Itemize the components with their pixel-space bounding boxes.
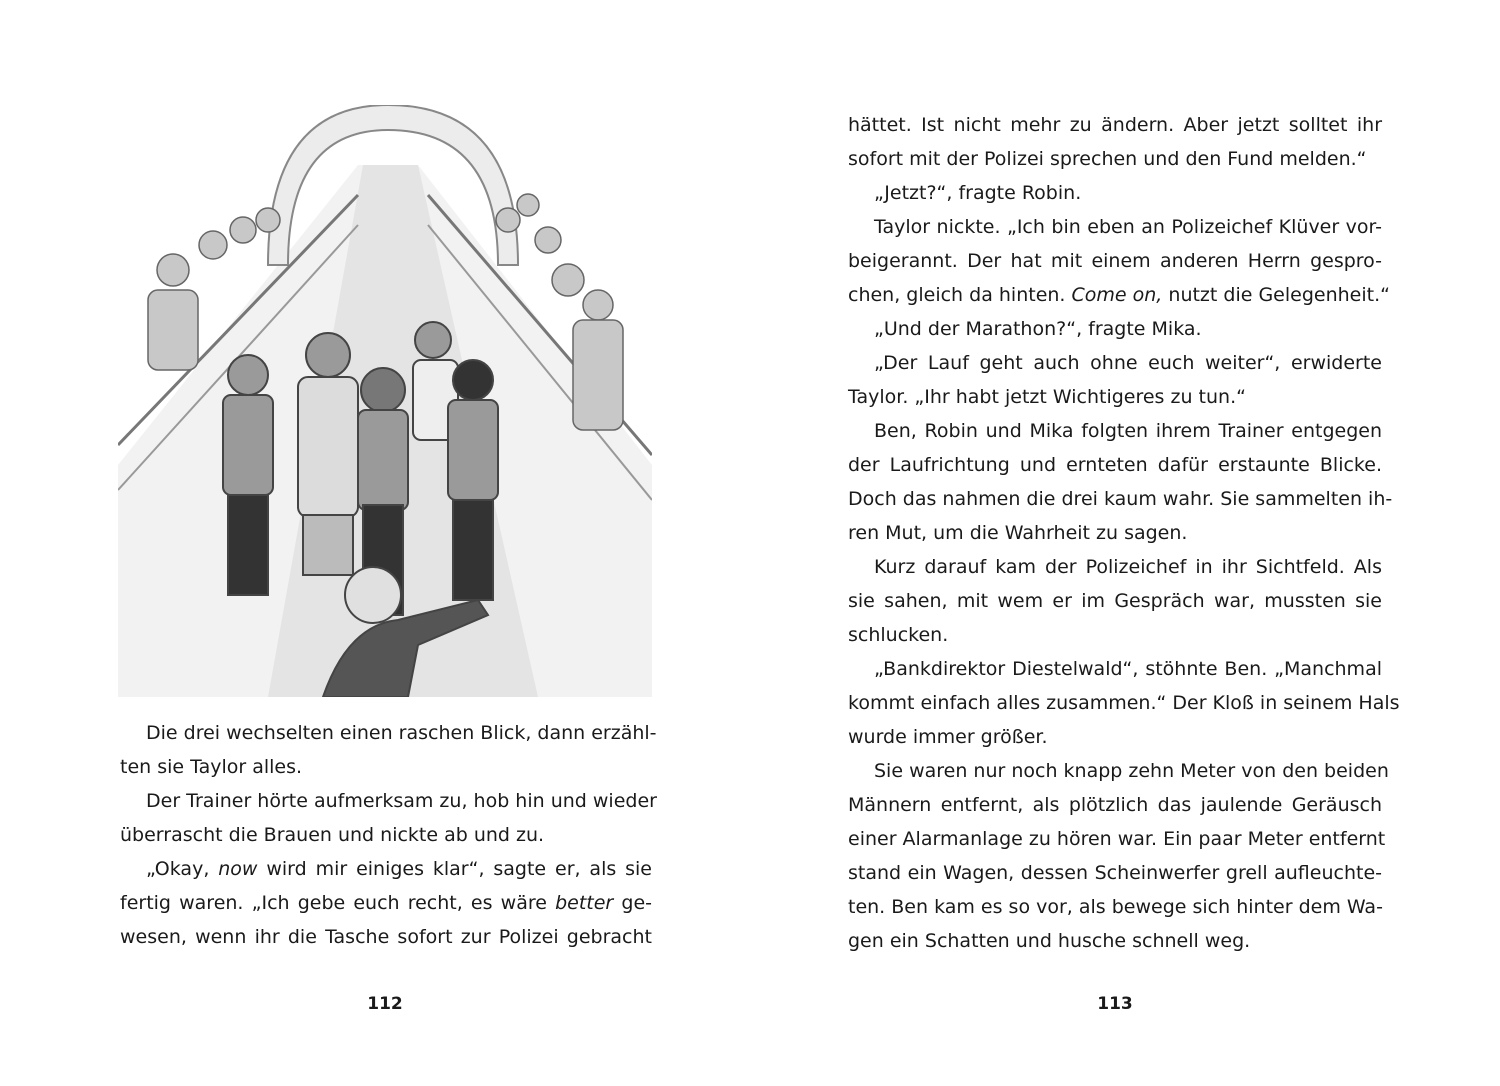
- text-line: [848, 584, 1382, 618]
- text-segment: nutzt die Gelegenheit.“: [1162, 284, 1390, 306]
- text-segment: gen ein Schatten und husche schnell weg.: [848, 930, 1251, 952]
- text-segment: ten. Ben kam es so vor, als bewege sich hinter dem Wa-: [848, 896, 1383, 918]
- text-line: [120, 852, 652, 886]
- text-segment: schlucken.: [848, 624, 949, 646]
- text-segment: ten sie Taylor alles.: [120, 756, 303, 778]
- text-line: [848, 448, 1382, 482]
- text-line: [120, 920, 652, 954]
- text-segment: „Bankdirektor Diestelwald“, stöhnte Ben. „Manchmal: [874, 658, 1382, 680]
- text-line: [120, 886, 652, 920]
- text-line: [848, 924, 1382, 958]
- text-line: [848, 686, 1400, 720]
- text-line: [120, 750, 652, 784]
- text-segment: der Laufrichtung und ernteten dafür erstaunte Blicke.: [848, 454, 1382, 476]
- text-segment: Die drei wechselten einen raschen Blick, dann erzähl-: [146, 722, 657, 744]
- text-segment: Männern entfernt, als plötzlich das jaulende Geräusch: [848, 794, 1382, 816]
- text-line: [848, 754, 1389, 788]
- text-segment: „Jetzt?“, fragte Robin.: [874, 182, 1082, 204]
- text-segment: Der Trainer hörte aufmerksam zu, hob hin und wieder: [146, 790, 657, 812]
- text-segment: hättet. Ist nicht mehr zu ändern. Aber jetzt solltet ihr: [848, 114, 1382, 136]
- text-line: [848, 210, 1382, 244]
- text-line: [848, 142, 1382, 176]
- text-line: [848, 244, 1382, 278]
- text-segment: wesen, wenn ihr die Tasche sofort zur Polizei gebracht: [120, 926, 652, 948]
- page-number: 112: [367, 994, 403, 1014]
- text-line: [848, 414, 1382, 448]
- text-segment: „Der Lauf geht auch ohne euch weiter“, erwiderte: [874, 352, 1382, 374]
- text-segment: Kurz darauf kam der Polizeichef in ihr Sichtfeld. Als: [874, 556, 1382, 578]
- text-segment: kommt einfach alles zusammen.“ Der Kloß in seinem Hals: [848, 692, 1400, 714]
- text-segment: Sie waren nur noch knapp zehn Meter von den beiden: [874, 760, 1389, 782]
- text-line: [120, 784, 657, 818]
- text-line: [848, 380, 1382, 414]
- text-line: [848, 550, 1382, 584]
- text-line: [848, 278, 1390, 312]
- text-segment: stand ein Wagen, dessen Scheinwerfer grell aufleuchte-: [848, 862, 1382, 884]
- text-line: [848, 176, 1382, 210]
- right-page: [750, 0, 1500, 1086]
- text-line: [120, 818, 652, 852]
- text-line: [848, 788, 1382, 822]
- italic-text: now: [218, 858, 258, 880]
- right-page-text: [848, 108, 1400, 958]
- text-segment: Taylor nickte. „Ich bin eben an Polizeichef Klüver vor-: [874, 216, 1382, 238]
- text-segment: chen, gleich da hinten.: [848, 284, 1072, 306]
- text-segment: fertig waren. „Ich gebe euch recht, es wäre: [120, 892, 556, 914]
- text-segment: beigerannt. Der hat mit einem anderen Herrn gespro-: [848, 250, 1382, 272]
- text-segment: wird mir einiges klar“, sagte er, als sie: [257, 858, 652, 880]
- text-line: [848, 618, 1382, 652]
- text-line: [848, 108, 1382, 142]
- text-line: [848, 346, 1382, 380]
- italic-text: Come on,: [1071, 284, 1163, 306]
- text-segment: einer Alarmanlage zu hören war. Ein paar Meter entfernt: [848, 828, 1386, 850]
- italic-text: better: [555, 892, 614, 914]
- text-line: [848, 516, 1382, 550]
- text-line: [848, 720, 1382, 754]
- text-segment: Doch das nahmen die drei kaum wahr. Sie sammelten ih-: [848, 488, 1393, 510]
- text-segment: sie sahen, mit wem er im Gespräch war, mussten sie: [848, 590, 1382, 612]
- text-segment: wurde immer größer.: [848, 726, 1048, 748]
- left-page-text: [120, 716, 657, 954]
- text-line: [848, 856, 1382, 890]
- text-line: [848, 482, 1393, 516]
- text-segment: sofort mit der Polizei sprechen und den Fund melden.“: [848, 148, 1367, 170]
- text-segment: ren Mut, um die Wahrheit zu sagen.: [848, 522, 1188, 544]
- page-number: 113: [1097, 994, 1133, 1014]
- text-segment: Ben, Robin und Mika folgten ihrem Trainer entgegen: [874, 420, 1382, 442]
- text-line: [848, 652, 1382, 686]
- marathon-illustration: [118, 105, 652, 697]
- text-segment: „Okay,: [146, 858, 219, 880]
- text-segment: Taylor. „Ihr habt jetzt Wichtigeres zu tun.“: [848, 386, 1246, 408]
- text-line: [848, 312, 1382, 346]
- text-segment: „Und der Marathon?“, fragte Mika.: [874, 318, 1202, 340]
- text-segment: überrascht die Brauen und nickte ab und zu.: [120, 824, 545, 846]
- text-line: [848, 890, 1382, 924]
- text-segment: ge-: [613, 892, 652, 914]
- text-line: [120, 716, 657, 750]
- text-line: [848, 822, 1386, 856]
